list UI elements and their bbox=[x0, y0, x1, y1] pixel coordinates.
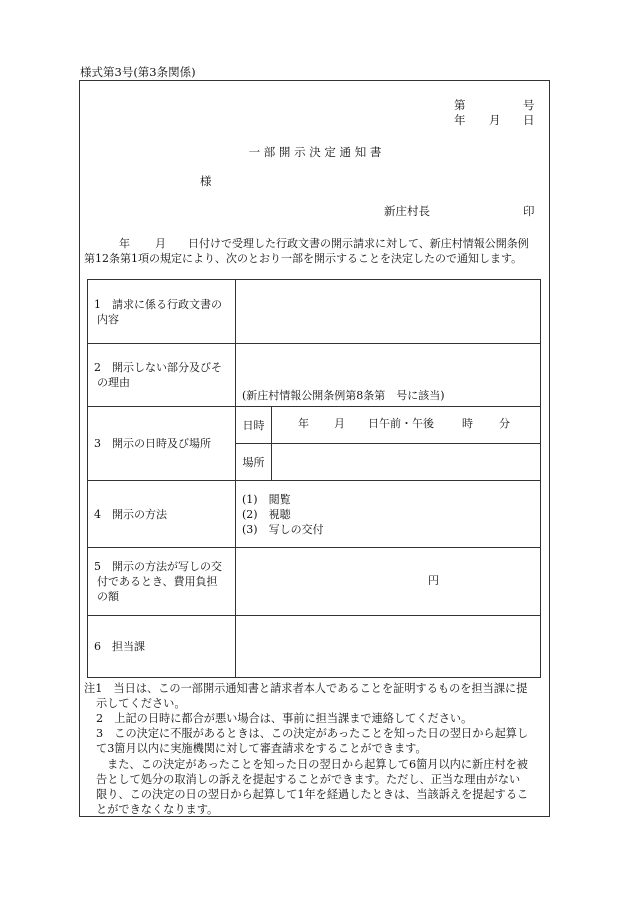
datetime-label: 日時 bbox=[236, 407, 272, 444]
date-month: 月 bbox=[489, 113, 501, 127]
intro-line1: 日付けで受理した行政文書の開示請求に対して、新庄村情報公開条例 bbox=[188, 237, 529, 250]
place-label: 場所 bbox=[236, 444, 272, 481]
date-day: 日 bbox=[523, 113, 535, 127]
row6-label: 6 担当課 bbox=[88, 616, 236, 678]
number-prefix: 第 bbox=[454, 98, 466, 112]
intro-month: 月 bbox=[155, 237, 166, 250]
note-4c: 限り、この決定の日の翌日から起算して1年を経過したときは、当該訴えを提起するこ bbox=[96, 788, 529, 801]
note-4b: 告として処分の取消しの訴えを提起することができます。ただし、正当な理由がない bbox=[96, 773, 521, 786]
addressee-suffix: 様 bbox=[200, 174, 212, 188]
row-requested-document bbox=[88, 280, 541, 344]
method-item: (2) 視聴 bbox=[242, 507, 291, 521]
method-list bbox=[236, 481, 541, 548]
row-fee bbox=[88, 548, 541, 616]
disclosure-table bbox=[87, 279, 541, 678]
note-3a: 3 この決定に不服があるときは、この決定があったことを知った日の翌日から起算し bbox=[96, 727, 529, 740]
date-year: 年 bbox=[454, 113, 466, 127]
method-item: (3) 写しの交付 bbox=[242, 522, 324, 536]
place-value bbox=[272, 444, 541, 481]
row1-label: 1 請求に係る行政文書の 内容 bbox=[88, 280, 236, 344]
note-1b: 示してください。 bbox=[96, 697, 186, 710]
method-item: (1) 閲覧 bbox=[242, 492, 291, 506]
sender-name: 新庄村長 bbox=[384, 204, 430, 218]
row1-value bbox=[236, 280, 541, 344]
datetime-value: 年 月 日午前・午後 時 分 bbox=[272, 407, 541, 444]
note-1a: 注1 当日は、この一部開示通知書と請求者本人であることを証明するものを担当課に提 bbox=[84, 682, 528, 695]
row3-label: 3 開示の日時及び場所 bbox=[88, 407, 236, 481]
department-value bbox=[236, 616, 541, 678]
intro-line2: 第12条第1項の規定により、次のとおり一部を開示することを決定したので通知します。 bbox=[84, 252, 523, 265]
note-2: 2 上記の日時に都合が悪い場合は、事前に担当課まで連絡してください。 bbox=[96, 712, 473, 725]
row2-label: 2 開示しない部分及びそ の理由 bbox=[88, 344, 236, 407]
fee-value bbox=[236, 548, 541, 616]
note-3b: て3箇月以内に実施機関に対して審査請求をすることができます。 bbox=[96, 742, 427, 755]
row5-label: 5 開示の方法が写しの交 付であるとき、費用負担 の額 bbox=[88, 548, 236, 616]
yen-unit: 円 bbox=[428, 574, 439, 587]
ordinance-note: (新庄村情報公開条例第8条第 号に該当) bbox=[242, 389, 445, 402]
row4-label: 4 開示の方法 bbox=[88, 481, 236, 548]
note-4d: とができなくなります。 bbox=[96, 803, 219, 816]
intro-year: 年 bbox=[119, 237, 130, 250]
seal-mark: 印 bbox=[523, 204, 535, 218]
row-datetime bbox=[88, 407, 541, 444]
note-4a: また、この決定があったことを知った日の翌日から起算して6箇月以内に新庄村を被 bbox=[107, 758, 528, 771]
row2-value bbox=[236, 344, 541, 407]
row-undisclosed-part bbox=[88, 344, 541, 407]
row-department bbox=[88, 616, 541, 678]
number-suffix: 号 bbox=[523, 98, 535, 112]
form-number: 様式第3号(第3条関係) bbox=[80, 65, 196, 79]
document-title: 一 部 開 示 決 定 通 知 書 bbox=[248, 145, 382, 159]
row-method bbox=[88, 481, 541, 548]
